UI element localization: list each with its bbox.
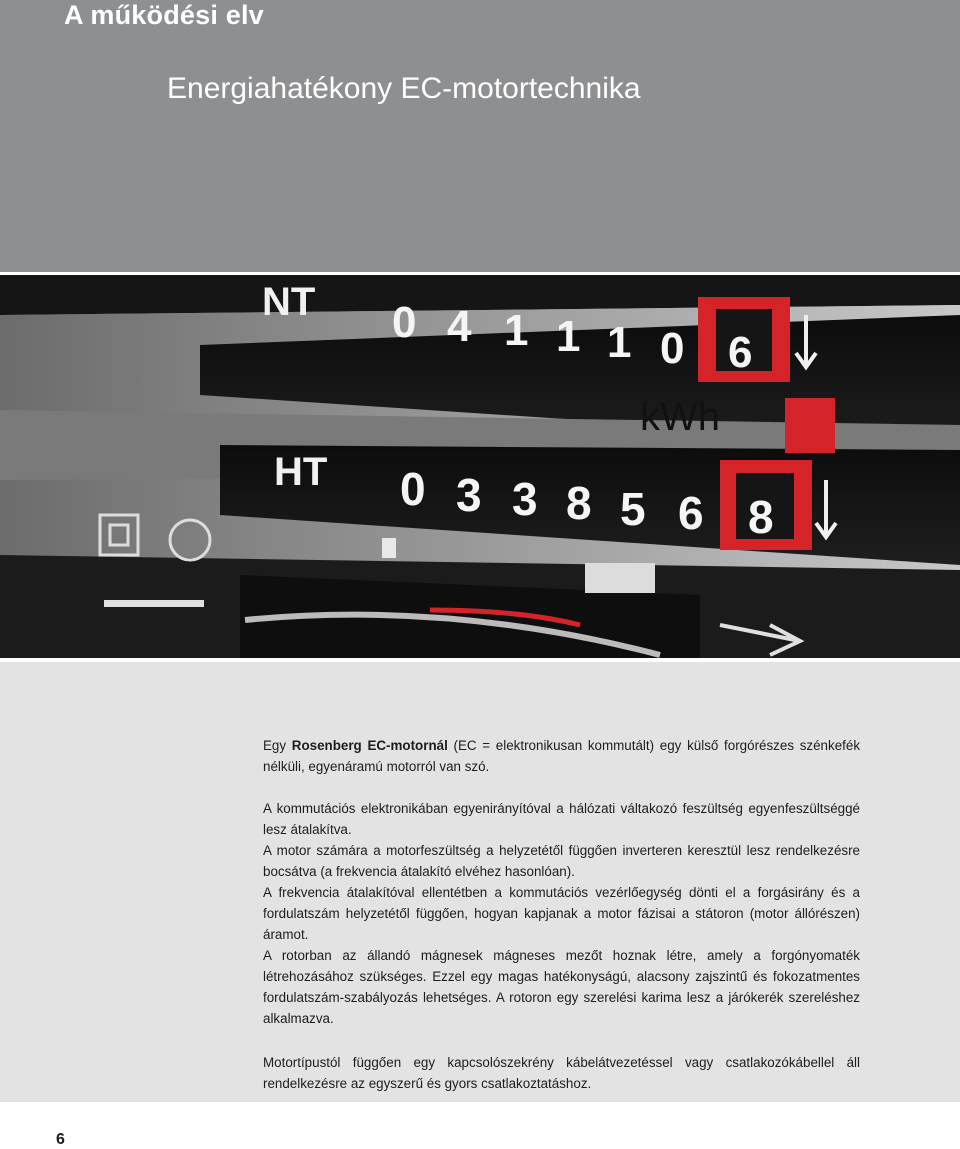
brand-name: Rosenberg EC-motornál [291, 738, 448, 753]
header-band [0, 0, 960, 272]
electricity-meter-photo [0, 275, 960, 658]
meter-digit: 0 [392, 298, 417, 347]
meter-digit: 1 [556, 312, 581, 361]
paragraph: A frekvencia átalakítóval ellentétben a kommutációs vezérlőegység dönti el a forgásirány és a fordulatszám helyzetétől függően, hogyan kapjanak a motor fázisai a státoron (motor állórészen) áramot. [263, 885, 860, 942]
meter-digit-red: 6 [728, 328, 753, 377]
meter-digit-red: 8 [748, 491, 774, 543]
meter-digit: 4 [447, 302, 472, 351]
meter-red-indicator [785, 398, 835, 453]
page-subtitle: Energiahatékony EC-motortechnika [167, 72, 641, 105]
meter-digit: 3 [512, 473, 538, 525]
paragraph: Motortípustól függően egy kapcsolószekrény kábelátvezetéssel vagy csatlakozókábellel áll rendelkezésre az egyszerű és gyors csatlakoztatáshoz. [263, 1055, 860, 1091]
meter-digit: 1 [607, 318, 632, 367]
section-title: A működési elv [64, 0, 264, 30]
paragraph: A kommutációs elektronikában egyenirányítóval a hálózati váltakozó feszültség egyenfeszültséggé lesz átalakítva. [263, 801, 860, 837]
meter-digit: 1 [504, 306, 529, 355]
meter-digit: 8 [566, 477, 592, 529]
body-text [263, 735, 860, 1094]
meter-digit: 0 [400, 463, 426, 515]
paragraph: A motor számára a motorfeszültség a helyzetétől függően inverteren keresztül lesz rendelkezésre bocsátva (a frekvencia átalakító elvéhez hasonlóan). [263, 843, 860, 879]
meter-label-nt: NT [262, 280, 316, 324]
meter-digit: 5 [620, 483, 646, 535]
meter-digit: 6 [678, 487, 704, 539]
paragraph: A rotorban az állandó mágnesek mágneses mezőt hoznak létre, amely a forgónyomaték létrehozásához szükséges. Ezzel egy magas hatékonyságú, alacsony zajszintű és fokozatmentes fordulatszám-szabályozás lehetséges. A rotoron egy szerelési karima lesz a járókerék szereléshez alkalmazva. [263, 948, 860, 1026]
meter-digit: 0 [660, 324, 685, 373]
meter-unit: kWh [640, 395, 720, 439]
meter-label-ht: HT [274, 450, 328, 494]
page-number: 6 [56, 1131, 65, 1148]
meter-digit: 3 [456, 469, 482, 521]
paragraph-intro: Egy Rosenberg EC-motornál (EC = elektronikusan kommutált) egy külső forgórészes szénkefék nélküli, egyenáramú motorról van szó. [263, 738, 861, 774]
